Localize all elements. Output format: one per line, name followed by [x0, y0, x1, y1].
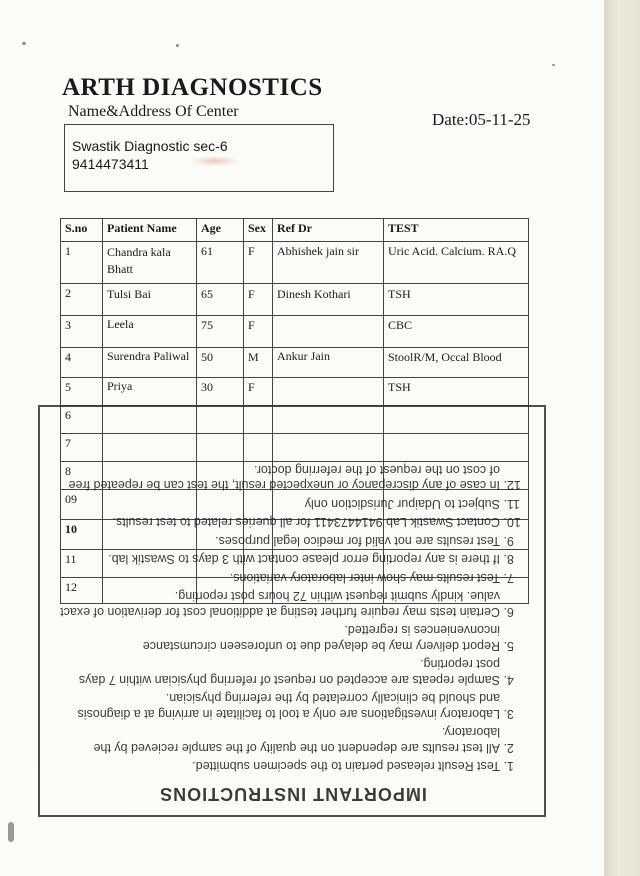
- header-sex: Sex: [244, 219, 273, 242]
- cell-age: 75: [197, 316, 244, 348]
- cell-test: Uric Acid. Calcium. RA.Q: [384, 242, 529, 284]
- instruction-item: 3. Laboratory investigations are only a tool to facilitate in arriving at a diagnosis and should be clinically correlated by the referring physician.: [56, 690, 500, 721]
- cell-test: StoolR/M, Occal Blood: [384, 348, 529, 378]
- instruction-item: 1. Test Result released pertain to the specimen submitted.: [56, 758, 500, 774]
- header-age: Age: [197, 219, 244, 242]
- cell-sex: F: [244, 284, 273, 316]
- cell-age: 65: [197, 284, 244, 316]
- cell-ref-dr: Abhishek jain sir: [273, 242, 384, 284]
- report-date: Date:05-11-25: [432, 110, 531, 129]
- paper-speck: [176, 44, 179, 47]
- cell-sno: 8: [61, 462, 103, 490]
- important-instructions-panel: [38, 405, 546, 817]
- cell-sex: M: [244, 348, 273, 378]
- table-row: [61, 242, 529, 284]
- header-test: TEST: [384, 219, 529, 242]
- instruction-item: 8. If there is any reporting error please contact with 3 days to Swastik lab.: [56, 551, 500, 567]
- table-row: [61, 348, 529, 378]
- table-row: [61, 316, 529, 348]
- cell-ref-dr: [273, 378, 384, 406]
- lab-name: ARTH DIAGNOSTICS: [62, 74, 323, 101]
- cell-age: 50: [197, 348, 244, 378]
- instruction-item: 9. Test results are not valid for medico legal purposes.: [56, 533, 500, 549]
- header-patient-name: Patient Name: [103, 219, 197, 242]
- cell-sno: 1: [61, 242, 103, 284]
- instruction-item: 5. Report delivery may be delayed due to unforeseen circumstance inconveniences is regretted.: [56, 622, 500, 653]
- cell-patient-name: Surendra Paliwal: [103, 348, 197, 378]
- cell-sex: F: [244, 316, 273, 348]
- cell-ref-dr: Ankur Jain: [273, 348, 384, 378]
- cell-age: 61: [197, 242, 244, 284]
- header-ref-dr: Ref Dr: [273, 219, 384, 242]
- cell-sno: 2: [61, 284, 103, 316]
- instructions-title: IMPORTANT INSTRUCTIONS: [159, 784, 427, 804]
- paper-edge-strip: [604, 0, 640, 876]
- center-label: Name&Address Of Center: [68, 103, 239, 120]
- cell-sno: 3: [61, 316, 103, 348]
- cell-patient-name: Chandra kala Bhatt: [103, 242, 197, 284]
- cell-age: 30: [197, 378, 244, 406]
- cell-test: TSH: [384, 378, 529, 406]
- table-row: [61, 378, 529, 406]
- cell-sno: 7: [61, 434, 103, 462]
- cell-test: TSH: [384, 284, 529, 316]
- cell-sno: 11: [61, 550, 103, 578]
- instruction-item: 6. Certain tests may require further testing at additional cost for derivation of exact value. kindly submit request within 72 hours post reporting.: [56, 588, 500, 619]
- ink-smudge: [190, 156, 240, 166]
- cell-ref-dr: [273, 316, 384, 348]
- cell-sno: 12: [61, 578, 103, 604]
- paper-speck: [22, 42, 26, 45]
- instruction-item: 12. In case of any discrepancy or unexpected result, the test can be repeated free of cost on the request of the referring doctor.: [56, 462, 500, 493]
- cell-patient-name: Priya: [103, 378, 197, 406]
- cell-patient-name: Tulsi Bai: [103, 284, 197, 316]
- cell-ref-dr: Dinesh Kothari: [273, 284, 384, 316]
- cell-sno: 10: [61, 520, 103, 550]
- instruction-item: 10. Contact Swastik Lab 9414473411 for all queries related to test results.: [56, 514, 500, 530]
- header-sno: S.no: [61, 219, 103, 242]
- center-name: Swastik Diagnostic sec-6: [72, 138, 228, 154]
- table-header-row: [61, 219, 529, 242]
- paper-speck: [552, 64, 555, 66]
- cell-sno: 5: [61, 378, 103, 406]
- instruction-item: 11. Subject to Udaipur Jurisdiction only: [56, 496, 500, 512]
- table-row: [61, 284, 529, 316]
- cell-test: CBC: [384, 316, 529, 348]
- cell-sno: 6: [61, 406, 103, 434]
- paper-tear: [8, 822, 14, 842]
- cell-patient-name: Leela: [103, 316, 197, 348]
- instructions-list: [56, 462, 530, 774]
- cell-sno: 4: [61, 348, 103, 378]
- center-phone: 9414473411: [72, 156, 149, 172]
- instruction-item: 2. All test results are dependent on the quality of the sample recieved by the laboratory.: [56, 724, 500, 755]
- cell-sex: F: [244, 378, 273, 406]
- instruction-item: 7. Test results may show inter laboratory variations.: [56, 570, 500, 586]
- cell-sno: 09: [61, 490, 103, 520]
- cell-sex: F: [244, 242, 273, 284]
- instruction-item: 4. Sample repeats are accepted on request of referring physician within 7 days post reporting.: [56, 656, 500, 687]
